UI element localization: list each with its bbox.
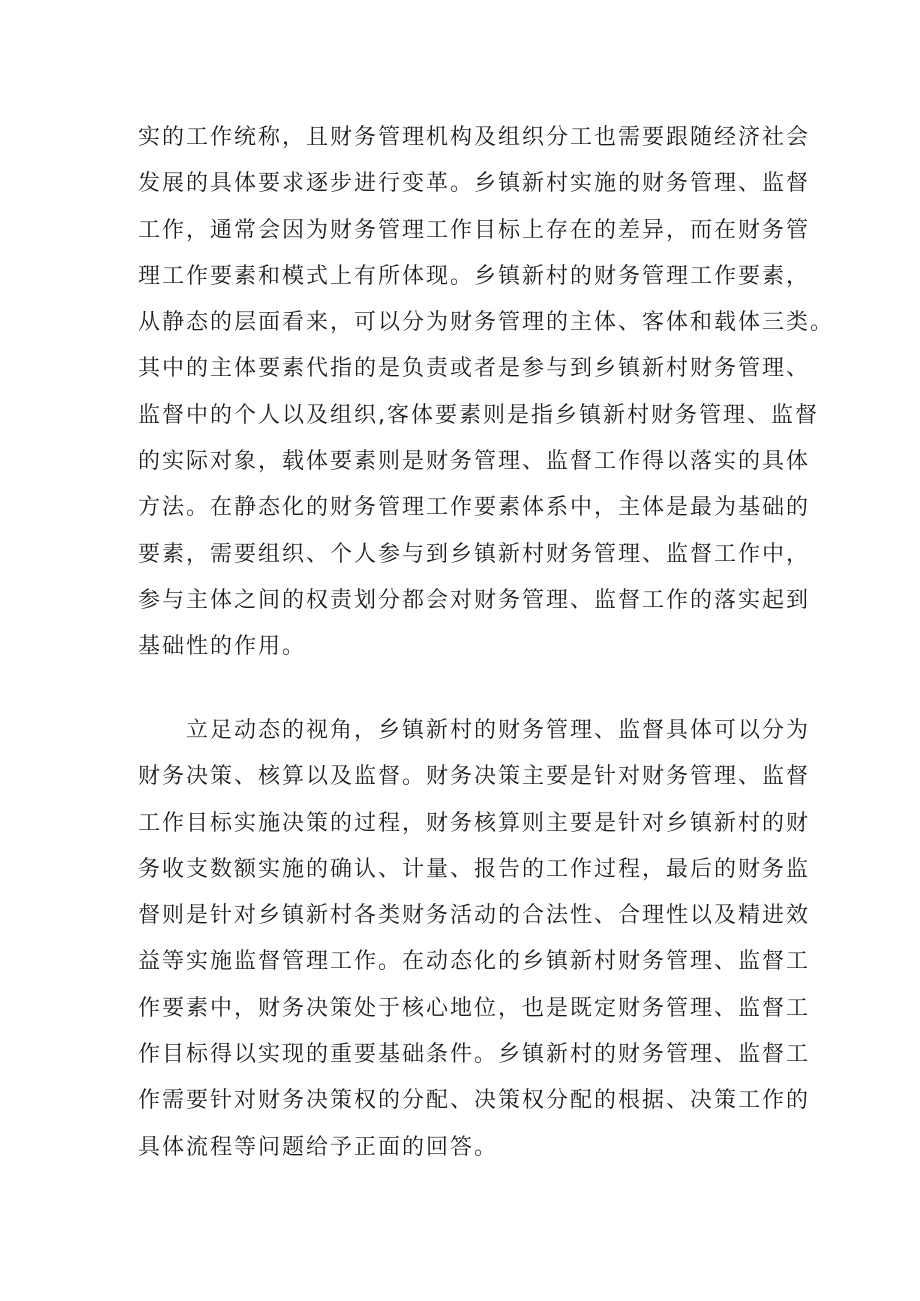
paragraph-line: 立足动态的视角，乡镇新村的财务管理、监督具体可以分为	[186, 718, 811, 743]
paragraph-1	[138, 115, 835, 671]
paragraph-line: 发展的具体要求逐步进行变革。乡镇新村实施的财务管理、监督	[138, 171, 811, 197]
paragraph-line: 务收支数额实施的确认、计量、报告的工作过程，最后的财务监	[138, 856, 811, 882]
paragraph-2	[138, 708, 811, 1171]
paragraph-line: 方法。在静态化的财务管理工作要素体系中，主体是最为基础的	[138, 495, 811, 521]
paragraph-line: 从静态的层面看来，可以分为财务管理的主体、客体和载体三类。	[138, 310, 835, 336]
paragraph-line: 作目标得以实现的重要基础条件。乡镇新村的财务管理、监督工	[138, 1042, 811, 1068]
paragraph-line: 财务决策、核算以及监督。财务决策主要是针对财务管理、监督	[138, 764, 811, 790]
paragraph-line: 参与主体之间的权责划分都会对财务管理、监督工作的落实起到	[138, 587, 811, 613]
paragraph-line: 具体流程等问题给予正面的回答。	[138, 1134, 499, 1160]
paragraph-line: 其中的主体要素代指的是负责或者是参与到乡镇新村财务管理、	[138, 356, 811, 382]
paragraph-line: 监督中的个人以及组织,客体要素则是指乡镇新村财务管理、监督	[138, 402, 819, 428]
paragraph-line: 理工作要素和模式上有所体现。乡镇新村的财务管理工作要素，	[138, 263, 811, 289]
paragraph-line: 作需要针对财务决策权的分配、决策权分配的根据、决策工作的	[138, 1088, 811, 1114]
paragraph-line: 的实际对象，载体要素则是财务管理、监督工作得以落实的具体	[138, 449, 811, 475]
paragraph-line: 实的工作统称，且财务管理机构及组织分工也需要跟随经济社会	[138, 125, 811, 150]
paragraph-line: 要素，需要组织、个人参与到乡镇新村财务管理、监督工作中，	[138, 541, 811, 567]
paragraph-line: 基础性的作用。	[138, 634, 307, 660]
paragraph-line: 作要素中，财务决策处于核心地位，也是既定财务管理、监督工	[138, 995, 811, 1021]
paragraph-line: 工作，通常会因为财务管理工作目标上存在的差异，而在财务管	[138, 217, 811, 243]
paragraph-line: 督则是针对乡镇新村各类财务活动的合法性、合理性以及精进效	[138, 903, 811, 929]
paragraph-line: 益等实施监督管理工作。在动态化的乡镇新村财务管理、监督工	[138, 949, 811, 975]
paragraph-line: 工作目标实施决策的过程，财务核算则主要是针对乡镇新村的财	[138, 810, 811, 836]
